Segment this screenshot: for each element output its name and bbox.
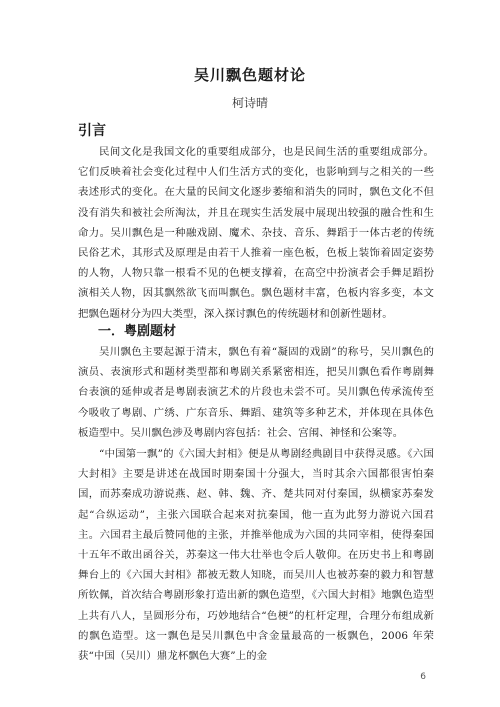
section-1-paragraph-1: 吴川飘色主要起源于清末，飘色有着“凝固的戏剧”的称号，吴川飘色的演员、表演形式和题材类型都和粤剧关系紧密相连，把吴川飘色看作粤剧舞台表演的延伸或者是粤剧表演艺术的片段也未尝不可。吴川飘色传承流传至今吸收了粤剧、广绣、广东音乐、舞蹈、建筑等多种艺术，并体现在具体色板造型中。吴川飘色涉及粤剧内容包括：社会、宫闱、神怪和公案等。 — [78, 346, 434, 439]
document-author: 柯诗晴 — [231, 96, 268, 110]
section-1-paragraph-2: “中国第一飘”的《六国大封相》便是从粤剧经典剧目中获得灵感。《六国大封相》主要是讲述在战国时期秦国十分强大，当时其余六国都很害怕秦国，而苏秦成功游说燕、赵、韩、魏、齐、楚共同对付秦国，纵横家苏秦发起“合纵运动”，主张六国联合起来对抗秦国，他一直为此努力游说六国君主。六国君主最后赞同他的主张，并推举他成为六国的共同宰相，使得秦国十五年不敢出函谷关，苏秦这一伟大壮举也令后人敬仰。在历史书上和粤剧舞台上的《六国大封相》都被无数人知晓，而吴川人也被苏秦的毅力和智慧所钦佩，首次结合粤剧形象打造出新的飘色造型，《六国大封相》地飘色造型上共有八人，呈圆形分布，巧妙地结合“色梗”的杠杆定理，合理分布组成新的飘色造型。这一飘色是吴川飘色中含金量最高的一板飘色，2006 年荣获“中国（吴川）鼎龙杯飘色大赛”上的金 — [78, 448, 434, 663]
page-number: 6 — [420, 672, 426, 682]
document-title: 吴川飘色题材论 — [193, 66, 306, 84]
intro-heading: 引言 — [78, 123, 106, 139]
section-1-heading: 一．粤剧题材 — [98, 324, 177, 339]
intro-paragraph: 民间文化是我国文化的重要组成部分，也是民间生活的重要组成部分。它们反映着社会变化过程中人们生活方式的变化，也影响到与之相关的一些表述形式的变化。在大量的民间文化逐步萎缩和消失的同时，飘色文化不但没有消失和被社会所淘汰，并且在现实生活发展中展现出较强的融合性和生命力。吴川飘色是一种融戏剧、魔术、杂技、音乐、舞蹈于一体古老的传统民俗艺术，其形式及原理是由若干人推着一座色板，色板上装饰着固定姿势的人物，人物只靠一根看不见的色梗支撑着，在高空中扮演者会手舞足蹈扮演相关人物，因其飘然欲飞而叫飘色。飘色题材丰富，色板内容多变，本文把飘色题材分为四大类型，深入探讨飘色的传统题材和创新性题材。 — [78, 146, 434, 320]
